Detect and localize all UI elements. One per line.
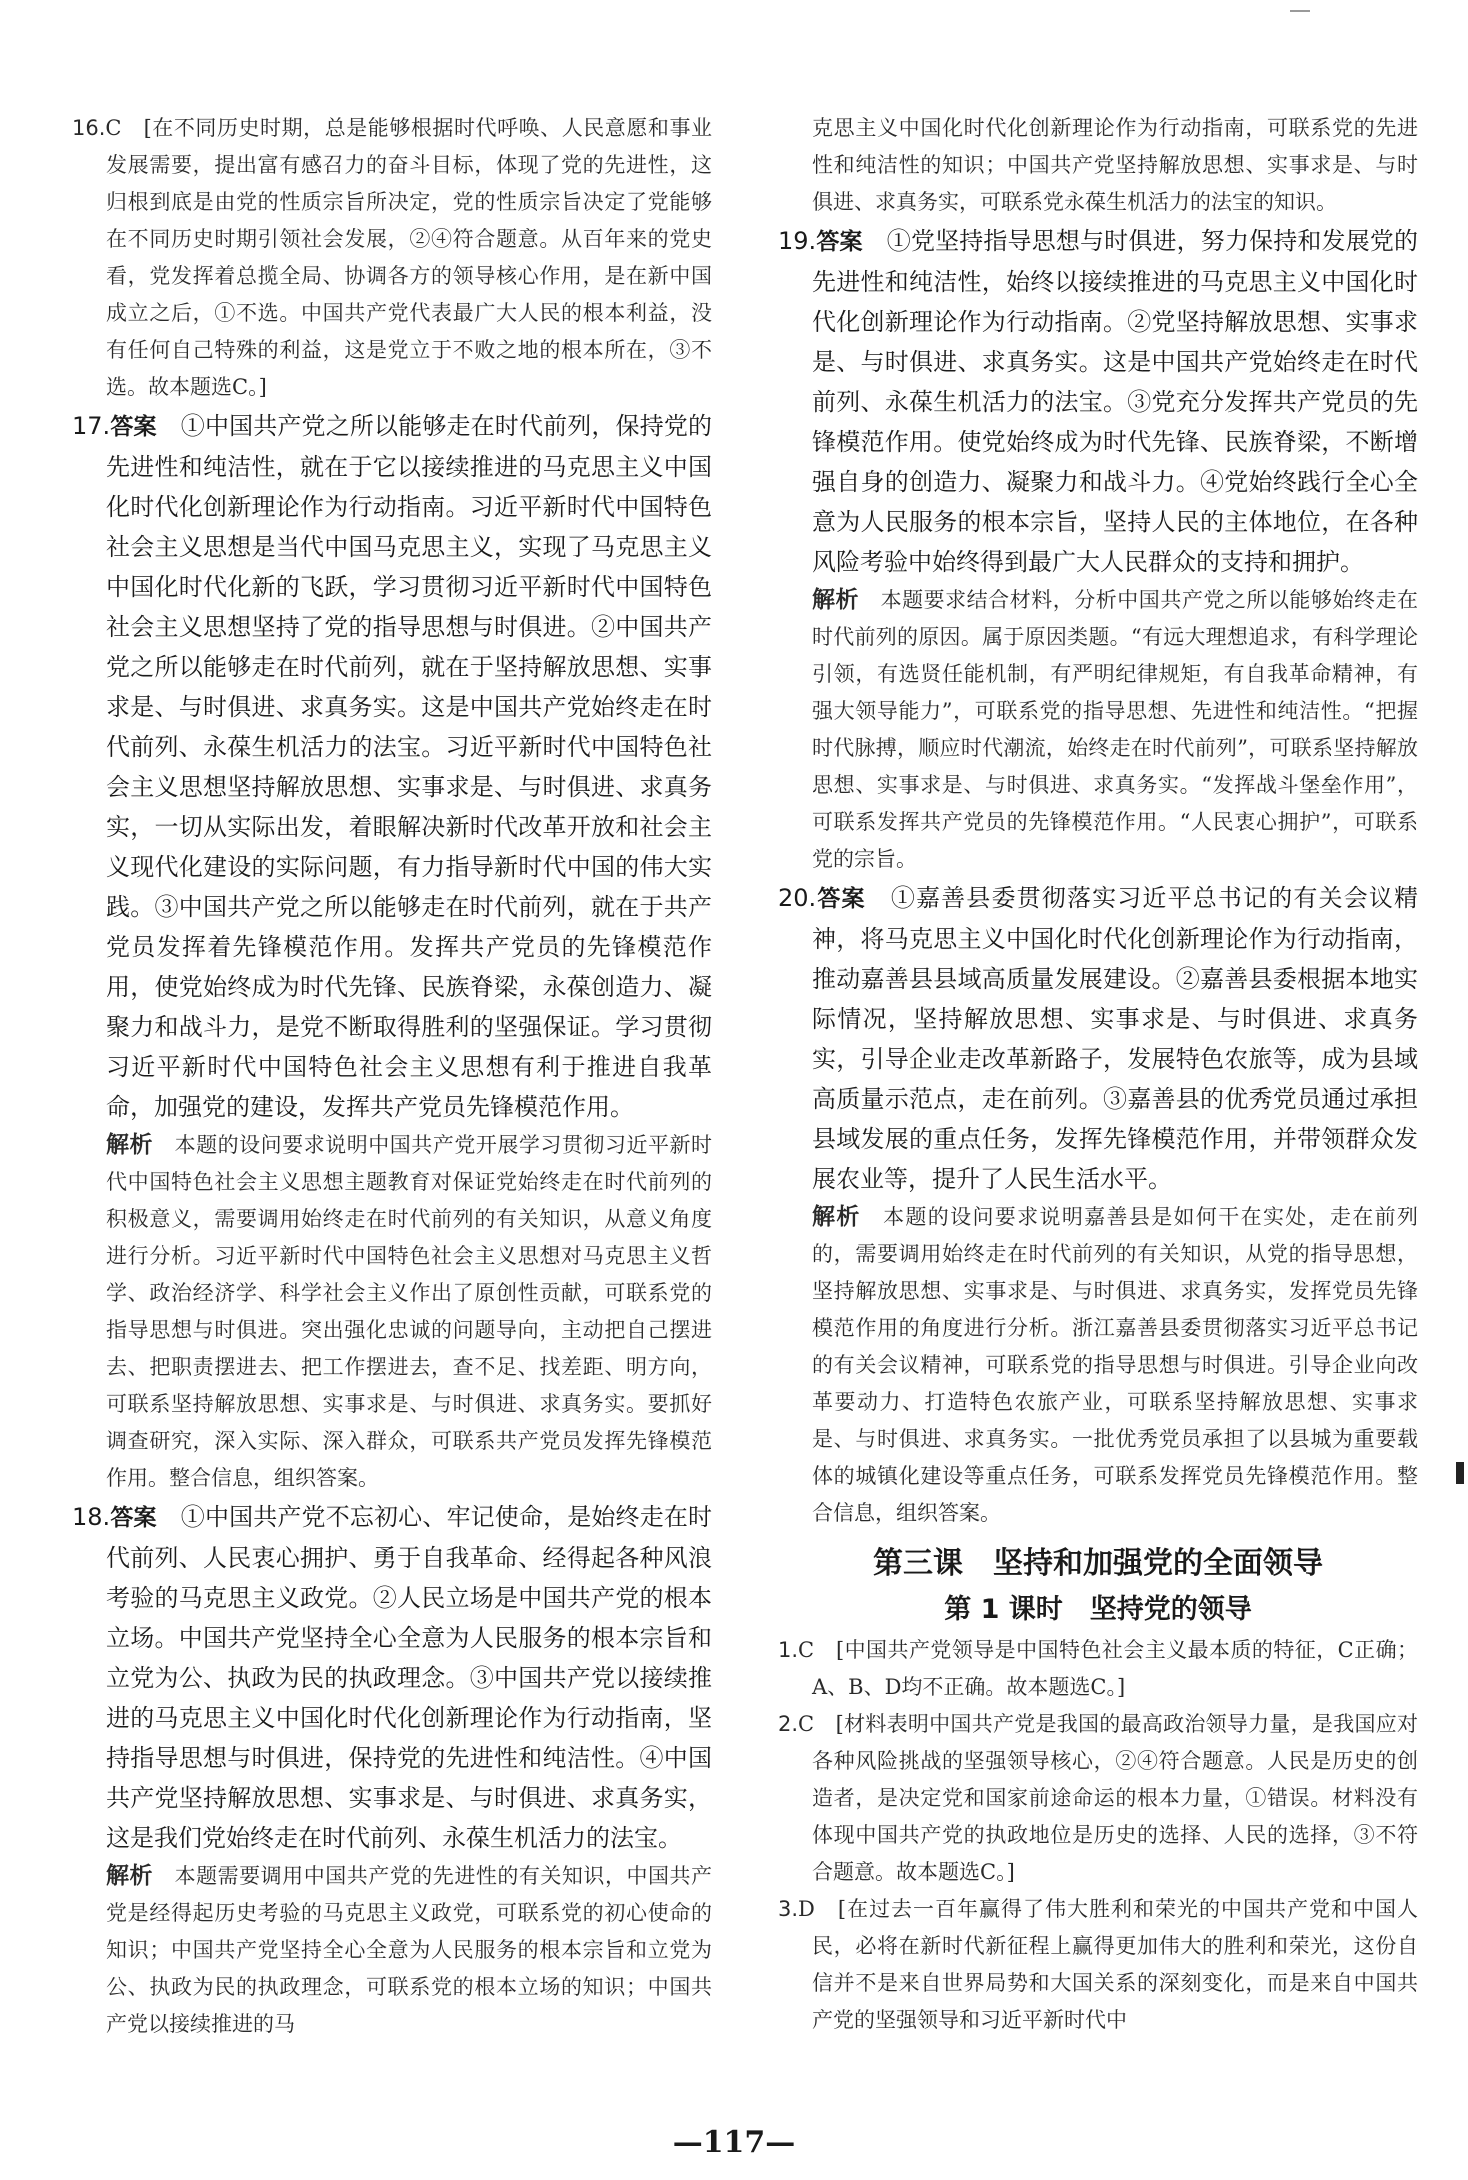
- choice-question-3-text: D [在过去一百年赢得了伟大胜利和荣光的中国共产党和中国人民，必将在新时代新征程上赢得更加伟大的胜利和荣光，这份自信并不是来自世界局势和大国关系的深刻变化，而是来自中国共产党的坚强领导和习近平新时代中: [798, 1897, 1418, 2032]
- answer-label: 答案: [110, 1505, 157, 1531]
- question-19-analysis: [778, 582, 1418, 878]
- answer-label: 答案: [110, 414, 157, 440]
- question-18-analysis-continued: [778, 110, 1418, 221]
- question-number: 2.: [778, 1712, 799, 1736]
- question-18-analysis: [72, 1858, 712, 2043]
- choice-question-2: [778, 1706, 1418, 1891]
- question-20-analysis-text: 本题的设问要求说明嘉善县是如何干在实处，走在前列的，需要调用始终走在时代前列的有关知识，从党的指导思想，坚持解放思想、实事求是、与时俱进、求真务实，发挥党员先锋模范作用的角度进行分析。浙江嘉善县委贯彻落实习近平总书记的有关会议精神，可联系党的指导思想与时俱进。引导企业向改革要动力、打造特色农旅产业，可联系坚持解放思想、实事求是、与时俱进、求真务实。一批优秀党员承担了以县城为重要载体的城镇化建设等重点任务，可联系发挥党员先锋模范作用。整合信息，组织答案。: [812, 1205, 1419, 1525]
- choice-question-1: [778, 1632, 1418, 1706]
- top-edge-mark: [1290, 10, 1310, 12]
- right-column: [778, 110, 1418, 2039]
- question-19-answer: [778, 221, 1418, 582]
- choice-question-3: [778, 1891, 1418, 2039]
- question-number: 1.: [778, 1638, 799, 1662]
- analysis-label: 解析: [106, 1132, 154, 1158]
- question-19-analysis-text: 本题要求结合材料，分析中国共产党之所以能够始终走在时代前列的原因。属于原因类题。“有远大理想追求，有科学理论引领，有选贤任能机制，有严明纪律规矩，有自我革命精神，有强大领导能力”，可联系党的指导思想、先进性和纯洁性。“把握时代脉搏，顺应时代潮流，始终走在时代前列”，可联系坚持解放思想、实事求是、与时俱进、求真务实。“发挥战斗堡垒作用”，可联系发挥共产党员的先锋模范作用。“人民衷心拥护”，可联系党的宗旨。: [812, 588, 1419, 871]
- analysis-label: 解析: [812, 1204, 861, 1230]
- question-number: 19.: [778, 227, 817, 255]
- answer-label: 答案: [816, 886, 866, 912]
- question-18-answer: [72, 1497, 712, 1858]
- choice-question-2-text: C [材料表明中国共产党是我国的最高政治领导力量，是我国应对各种风险挑战的坚强领导核心，②④符合题意。人民是历史的创造者，是决定党和国家前途命运的根本力量，①错误。材料没有体现中国共产党的执政地位是历史的选择、人民的选择，③不符合题意。故本题选C。]: [798, 1712, 1418, 1884]
- question-20-analysis: [778, 1199, 1418, 1532]
- page-number: —117—: [672, 2125, 796, 2160]
- analysis-label: 解析: [106, 1863, 154, 1889]
- question-17-answer-text: ①中国共产党之所以能够走在时代前列，保持党的先进性和纯洁性，就在于它以接续推进的马克思主义中国化时代化创新理论作为行动指南。习近平新时代中国特色社会主义思想是当代中国马克思主义，实现了马克思主义中国化时代化新的飞跃，学习贯彻习近平新时代中国特色社会主义思想坚持了党的指导思想与时俱进。②中国共产党之所以能够走在时代前列，就在于坚持解放思想、实事求是、与时俱进、求真务实。这是中国共产党始终走在时代前列、永葆生机活力的法宝。习近平新时代中国特色社会主义思想坚持解放思想、实事求是、与时俱进、求真务实，一切从实际出发，着眼解决新时代改革开放和社会主义现代化建设的实际问题，有力指导新时代中国的伟大实践。③中国共产党之所以能够走在时代前列，就在于共产党员发挥着先锋模范作用。发挥共产党员的先锋模范作用，使党始终成为时代先锋、民族脊梁，永葆创造力、凝聚力和战斗力，是党不断取得胜利的坚强保证。学习贯彻习近平新时代中国特色社会主义思想有利于推进自我革命，加强党的建设，发挥共产党员先锋模范作用。: [106, 412, 713, 1121]
- analysis-label: 解析: [812, 587, 860, 613]
- right-edge-mark: [1456, 1462, 1464, 1484]
- question-18-analysis-continued-text: 克思主义中国化时代化创新理论作为行动指南，可联系党的先进性和纯洁性的知识；中国共产党坚持解放思想、实事求是、与时俱进、求真务实，可联系党永葆生机活力的法宝的知识。: [812, 116, 1418, 214]
- question-number: 20.: [778, 884, 817, 912]
- question-number: 17.: [72, 412, 111, 440]
- question-20-answer: [778, 878, 1418, 1199]
- period-title: 第 1 课时 坚持党的领导: [944, 1594, 1252, 1625]
- question-number: 18.: [72, 1503, 111, 1531]
- question-number: 16.: [72, 116, 106, 140]
- question-17-analysis: [72, 1127, 712, 1497]
- question-number: 3.: [778, 1897, 799, 1921]
- question-16-text: C [在不同历史时期，总是能够根据时代呼唤、人民意愿和事业发展需要，提出富有感召力的奋斗目标，体现了党的先进性，这归根到底是由党的性质宗旨所决定，党的性质宗旨决定了党能够在不同历史时期引领社会发展，②④符合题意。从百年来的党史看，党发挥着总揽全局、协调各方的领导核心作用，是在新中国成立之后，①不选。中国共产党代表最广大人民的根本利益，没有任何自己特殊的利益，这是党立于不败之地的根本所在，③不选。故本题选C。]: [105, 116, 712, 399]
- question-19-answer-text: ①党坚持指导思想与时俱进，努力保持和发展党的先进性和纯洁性，始终以接续推进的马克思主义中国化时代化创新理论作为行动指南。②党坚持解放思想、实事求是、与时俱进、求真务实。这是中国共产党始终走在时代前列、永葆生机活力的法宝。③党充分发挥共产党员的先锋模范作用。使党始终成为时代先锋、民族脊梁，不断增强自身的创造力、凝聚力和战斗力。④党始终践行全心全意为人民服务的根本宗旨，坚持人民的主体地位，在各种风险考验中始终得到最广大人民群众的支持和拥护。: [812, 227, 1419, 576]
- question-18-answer-text: ①中国共产党不忘初心、牢记使命，是始终走在时代前列、人民衷心拥护、勇于自我革命、经得起各种风浪考验的马克思主义政党。②人民立场是中国共产党的根本立场。中国共产党坚持全心全意为人民服务的根本宗旨和立党为公、执政为民的执政理念。③中国共产党以接续推进的马克思主义中国化时代化创新理论作为行动指南，坚持指导思想与时俱进，保持党的先进性和纯洁性。④中国共产党坚持解放思想、实事求是、与时俱进、求真务实，这是我们党始终走在时代前列、永葆生机活力的法宝。: [106, 1503, 713, 1852]
- question-16: [72, 110, 712, 406]
- lesson-title: 第三课 坚持和加强党的全面领导: [873, 1546, 1323, 1581]
- question-20-answer-text: ①嘉善县委贯彻落实习近平总书记的有关会议精神，将马克思主义中国化时代化创新理论作为行动指南，推动嘉善县县域高质量发展建设。②嘉善县委根据本地实际情况，坚持解放思想、实事求是、与时俱进、求真务实，引导企业走改革新路子，发展特色农旅等，成为县域高质量示范点，走在前列。③嘉善县的优秀党员通过承担县域发展的重点任务，发挥先锋模范作用，并带领群众发展农业等，提升了人民生活水平。: [812, 884, 1419, 1193]
- question-17-answer: [72, 406, 712, 1127]
- choice-question-1-text: C [中国共产党领导是中国特色社会主义最本质的特征，C正确；A、B、D均不正确。故本题选C。]: [798, 1638, 1418, 1699]
- question-17-analysis-text: 本题的设问要求说明中国共产党开展学习贯彻习近平新时代中国特色社会主义思想主题教育对保证党始终走在时代前列的积极意义，需要调用始终走在时代前列的有关知识，从意义角度进行分析。习近平新时代中国特色社会主义思想对马克思主义哲学、政治经济学、科学社会主义作出了原创性贡献，可联系党的指导思想与时俱进。突出强化忠诚的问题导向，主动把自己摆进去、把职责摆进去、把工作摆进去，查不足、找差距、明方向，可联系坚持解放思想、实事求是、与时俱进、求真务实。要抓好调查研究，深入实际、深入群众，可联系共产党员发挥先锋模范作用。整合信息，组织答案。: [106, 1133, 713, 1490]
- question-18-analysis-text: 本题需要调用中国共产党的先进性的有关知识，中国共产党是经得起历史考验的马克思主义政党，可联系党的初心使命的知识；中国共产党坚持全心全意为人民服务的根本宗旨和立党为公、执政为民的执政理念，可联系党的根本立场的知识；中国共产党以接续推进的马: [106, 1864, 713, 2036]
- answer-label: 答案: [816, 229, 863, 255]
- left-column: [72, 110, 712, 2043]
